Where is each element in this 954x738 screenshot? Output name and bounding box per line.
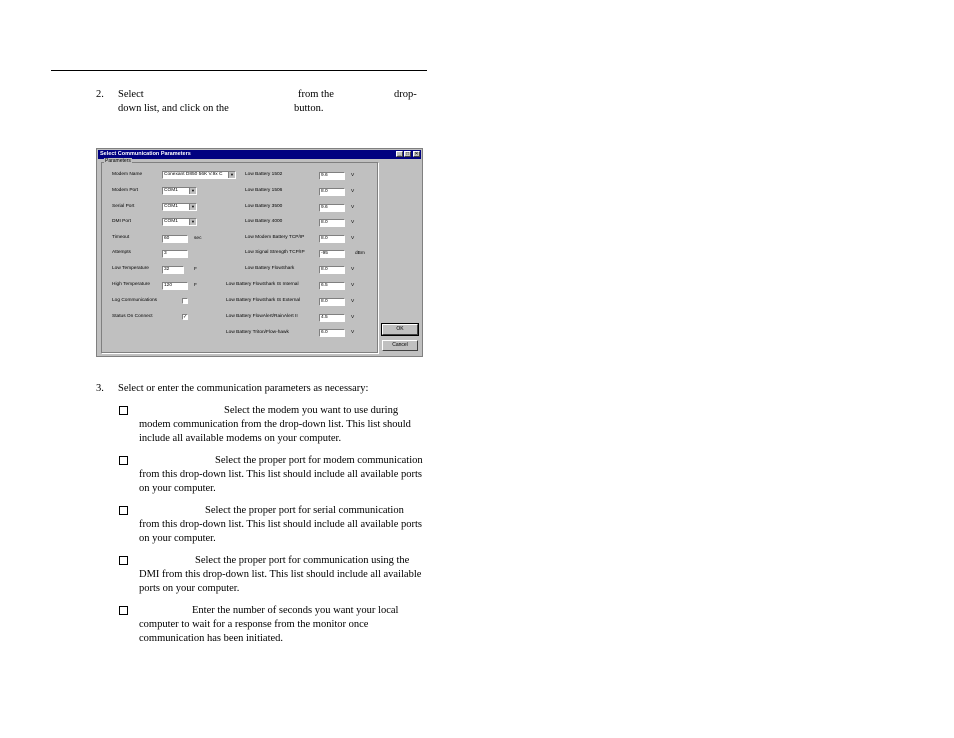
timeout-label: Timeout	[112, 235, 130, 240]
dialog-title-bar	[98, 150, 421, 159]
low-battery-1506-label: Low Battery 1506	[245, 188, 283, 193]
low-battery-flowshark-is-external-label: Low Battery FlowShark IS External	[226, 298, 301, 303]
status-on-connect-label: Status On Connect	[112, 314, 153, 319]
low-battery-flowshark-label: Low Battery FlowShark	[245, 266, 295, 271]
step2-text-select: Select	[118, 89, 144, 100]
low-battery-triton-label: Low Battery Triton/Flow-hawk	[226, 330, 289, 335]
attempts-label: Attempts	[112, 250, 131, 255]
low-battery-4000-input[interactable]: 8.0	[319, 219, 345, 227]
low-battery-3500-unit: V	[351, 205, 355, 210]
low-battery-triton-input[interactable]: 6.0	[319, 329, 345, 337]
high-temperature-unit: F	[194, 283, 197, 288]
low-battery-4000-unit: V	[351, 220, 355, 225]
low-battery-1506-input[interactable]: 8.0	[319, 188, 345, 196]
bullet-modem-name: Select the modem you want to use during modem communication from the drop-down list. This list should include all available modems on your computer.	[139, 405, 411, 444]
low-battery-1506-unit: V	[351, 189, 355, 194]
checkbox-bullet-icon	[119, 606, 128, 615]
header-rule	[51, 70, 427, 71]
low-battery-3500-input[interactable]: 9.6	[319, 204, 345, 212]
modem-port-select[interactable]	[162, 187, 197, 195]
chevron-down-icon[interactable]: ▼	[189, 188, 196, 194]
modem-port-label: Modem Port	[112, 188, 139, 193]
dmi-port-value: COM1	[164, 219, 178, 224]
low-battery-flowshark-unit: V	[351, 267, 355, 272]
low-modem-battery-unit: V	[351, 236, 355, 241]
modem-name-select[interactable]	[162, 171, 236, 179]
low-battery-1502-unit: V	[351, 173, 355, 178]
bullet-serial-port: Select the proper port for serial communication from this drop-down list. This list should include all available ports on your computer.	[139, 505, 422, 544]
low-battery-flowalert-label: Low Battery FlowAlert/RainAlert II	[226, 314, 298, 319]
low-battery-flowalert-unit: V	[351, 315, 355, 320]
bullet-dmi-port: Select the proper port for communication using the DMI from this drop-down list. This list should include all available ports on your computer.	[139, 555, 422, 594]
chevron-down-icon[interactable]: ▼	[189, 204, 196, 210]
timeout-unit: sec	[194, 236, 202, 241]
step2-text-drop: drop-	[394, 89, 417, 100]
low-modem-battery-input[interactable]: 8.0	[319, 235, 345, 243]
close-icon[interactable]: ✕	[414, 151, 419, 157]
checkbox-bullet-icon	[119, 556, 128, 565]
dialog-title: Select Communication Parameters	[100, 151, 191, 157]
low-temperature-label: Low Temperature	[112, 266, 149, 271]
low-modem-battery-label: Low Modem Battery TCP/IP	[245, 235, 305, 240]
low-temperature-unit: F	[194, 267, 197, 272]
ok-button[interactable]: OK	[382, 324, 418, 335]
minimize-icon[interactable]: _	[396, 151, 403, 157]
checkbox-bullet-icon	[119, 456, 128, 465]
low-battery-flowshark-is-internal-label: Low Battery FlowShark IS Internal	[226, 282, 299, 287]
low-battery-flowshark-input[interactable]: 8.0	[319, 266, 345, 274]
modem-port-value: COM1	[164, 188, 178, 193]
low-battery-flowshark-is-external-unit: V	[351, 299, 355, 304]
bullet-modem-port: Select the proper port for modem communication from this drop-down list. This list should include all available ports on your computer.	[139, 455, 423, 494]
log-communications-label: Log Communications	[112, 298, 158, 303]
low-battery-flowalert-input[interactable]: 4.5	[319, 314, 345, 322]
maximize-icon[interactable]: □	[405, 151, 410, 157]
cancel-button[interactable]: Cancel	[382, 340, 418, 351]
dmi-port-label: DMI Port	[112, 219, 131, 224]
low-battery-flowshark-is-internal-unit: V	[351, 283, 355, 288]
step2-text-button: button.	[294, 103, 324, 114]
modem-name-label: Modem Name	[112, 172, 143, 177]
parameters-group-label: Parameters	[105, 158, 131, 164]
low-battery-4000-label: Low Battery 4000	[245, 219, 283, 224]
high-temperature-label: High Temperature	[112, 282, 151, 287]
low-signal-strength-input[interactable]: -95	[319, 250, 345, 258]
step2-text-from: from the	[298, 89, 334, 100]
log-communications-checkbox[interactable]	[182, 298, 188, 304]
low-signal-strength-unit: dBm	[355, 251, 365, 256]
modem-name-value: Conexant D850 56K V.9x C	[164, 172, 223, 177]
low-battery-1502-input[interactable]: 9.6	[319, 172, 345, 180]
high-temperature-input[interactable]: 120	[162, 282, 188, 290]
step3-intro: Select or enter the communication parameters as necessary:	[118, 383, 369, 394]
chevron-down-icon[interactable]: ▼	[228, 172, 235, 178]
low-battery-flowshark-is-internal-input[interactable]: 6.5	[319, 282, 345, 290]
step2-number: 2.	[96, 89, 104, 100]
chevron-down-icon[interactable]: ▼	[189, 219, 196, 225]
serial-port-label: Serial Port	[112, 204, 135, 209]
low-battery-3500-label: Low Battery 3500	[245, 204, 283, 209]
low-battery-flowshark-is-external-input[interactable]: 8.0	[319, 298, 345, 306]
status-on-connect-checkbox[interactable]: ✓	[183, 314, 188, 320]
step3-number: 3.	[96, 383, 104, 394]
bullet-timeout: Enter the number of seconds you want your local computer to wait for a response from the monitor once communication has been initiated.	[139, 605, 399, 644]
low-signal-strength-label: Low Signal Strength TCP/IP	[245, 250, 305, 255]
dmi-port-select[interactable]	[162, 218, 197, 226]
attempts-input[interactable]: 3	[162, 250, 188, 258]
serial-port-value: COM1	[164, 204, 178, 209]
step2-text-line2: down list, and click on the	[118, 103, 229, 114]
checkbox-bullet-icon	[119, 506, 128, 515]
low-battery-triton-unit: V	[351, 330, 355, 335]
timeout-input[interactable]: 60	[162, 235, 188, 243]
low-battery-1502-label: Low Battery 1502	[245, 172, 283, 177]
checkbox-bullet-icon	[119, 406, 128, 415]
low-temperature-input[interactable]: 32	[162, 266, 184, 274]
serial-port-select[interactable]	[162, 203, 197, 211]
communication-parameters-dialog	[96, 148, 423, 357]
